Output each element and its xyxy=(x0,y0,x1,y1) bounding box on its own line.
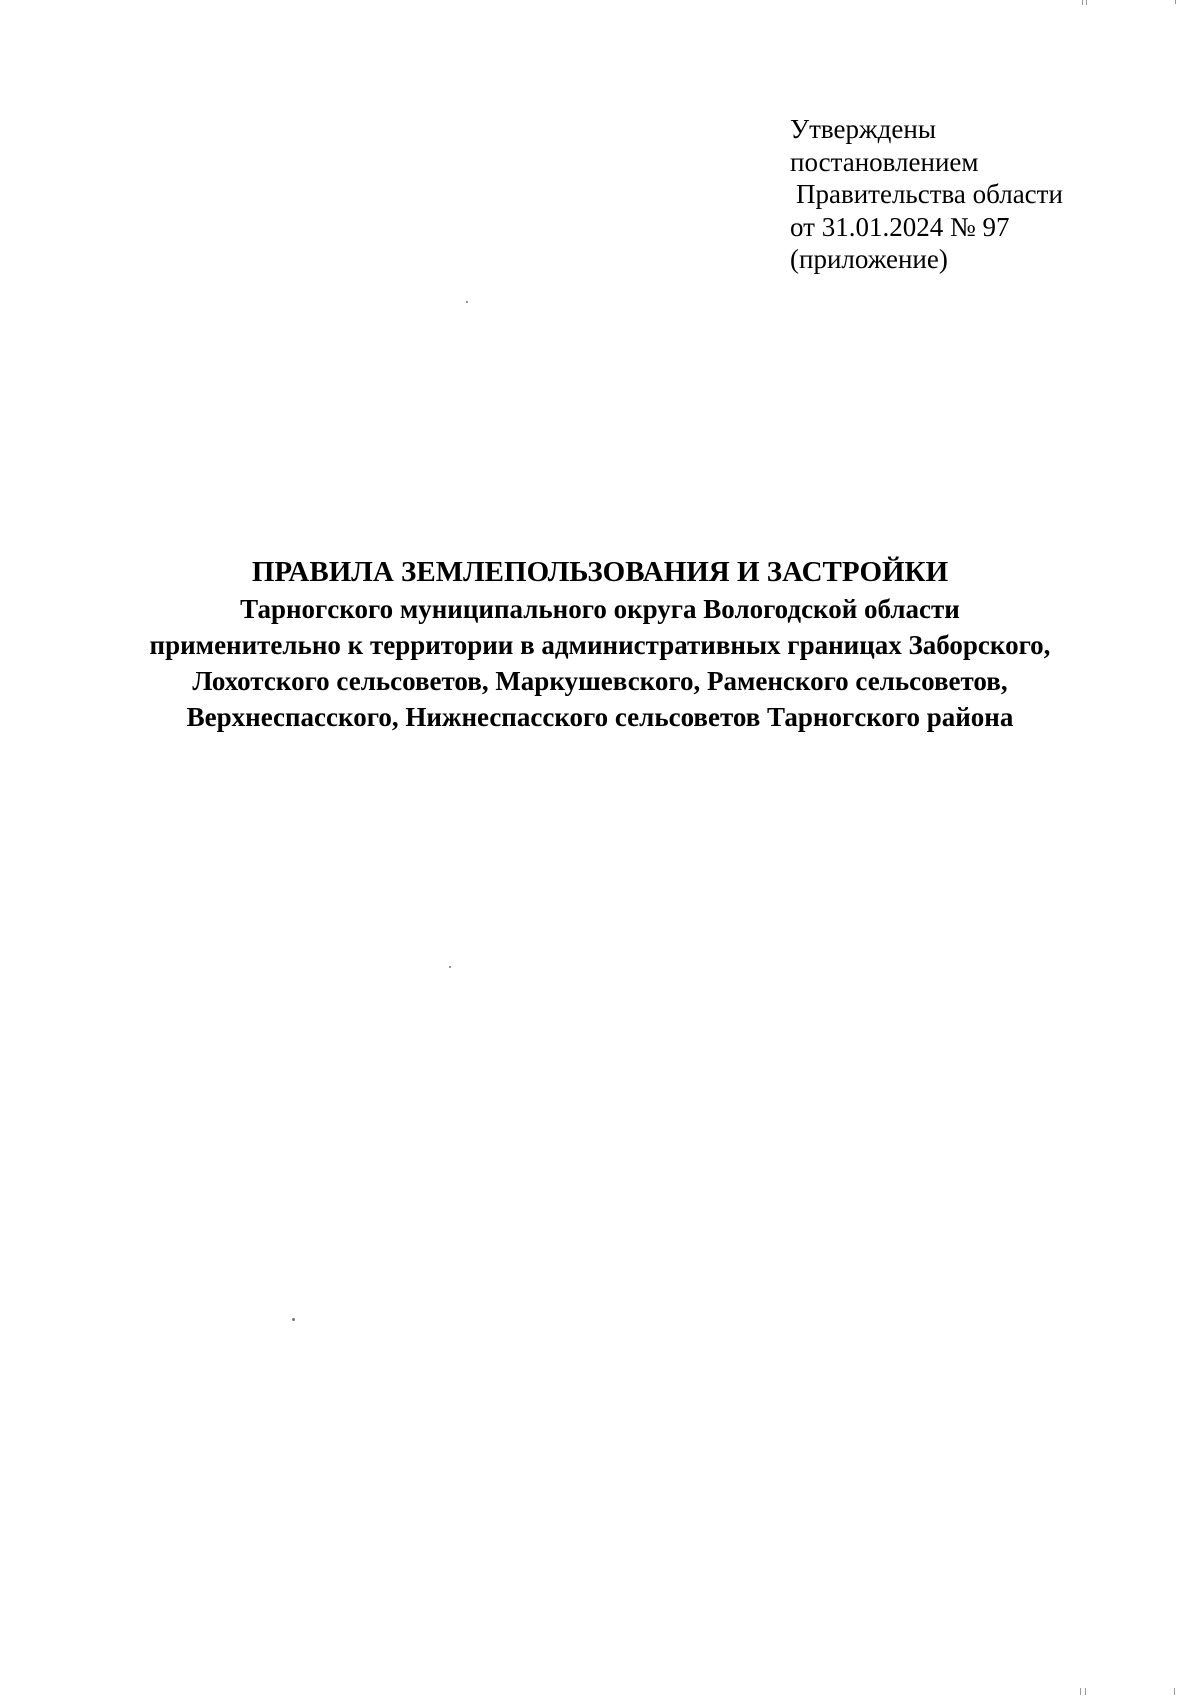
title-line-councils-a: Лохотского сельсоветов, Маркушевского, Раменского сельсоветов, xyxy=(192,666,1008,696)
title-line-territory: применительно к территории в административных границах Заборского, xyxy=(149,630,1051,660)
approval-stamp-block xyxy=(790,113,1120,276)
approval-line-date-number: от 31.01.2024 № 97 xyxy=(790,211,1010,242)
scan-edge-mark xyxy=(1174,1688,1175,1695)
title-line-district: Тарногского муниципального округа Вологодской области xyxy=(240,594,960,624)
document-heading: ПРАВИЛА ЗЕМЛЕПОЛЬЗОВАНИЯ И ЗАСТРОЙКИ xyxy=(251,556,949,588)
scan-edge-mark xyxy=(1175,0,1176,4)
scan-edge-mark xyxy=(1080,1688,1081,1695)
scan-speck xyxy=(449,966,451,968)
scan-speck xyxy=(466,301,468,303)
scan-edge-mark xyxy=(1085,1688,1086,1695)
approval-line-approved: Утверждены xyxy=(790,114,936,144)
document-title-block xyxy=(100,553,1100,735)
title-line-councils-b: Верхнеспасского, Нижнеспасского сельсоветов Тарногского района xyxy=(186,702,1014,732)
scan-speck xyxy=(292,1318,295,1321)
scan-edge-mark xyxy=(1082,0,1083,5)
approval-line-resolution: постановлением xyxy=(790,146,979,177)
approval-line-government: Правительства области xyxy=(796,179,1063,209)
scan-edge-mark xyxy=(1086,0,1087,5)
approval-line-appendix: (приложение) xyxy=(790,244,948,274)
